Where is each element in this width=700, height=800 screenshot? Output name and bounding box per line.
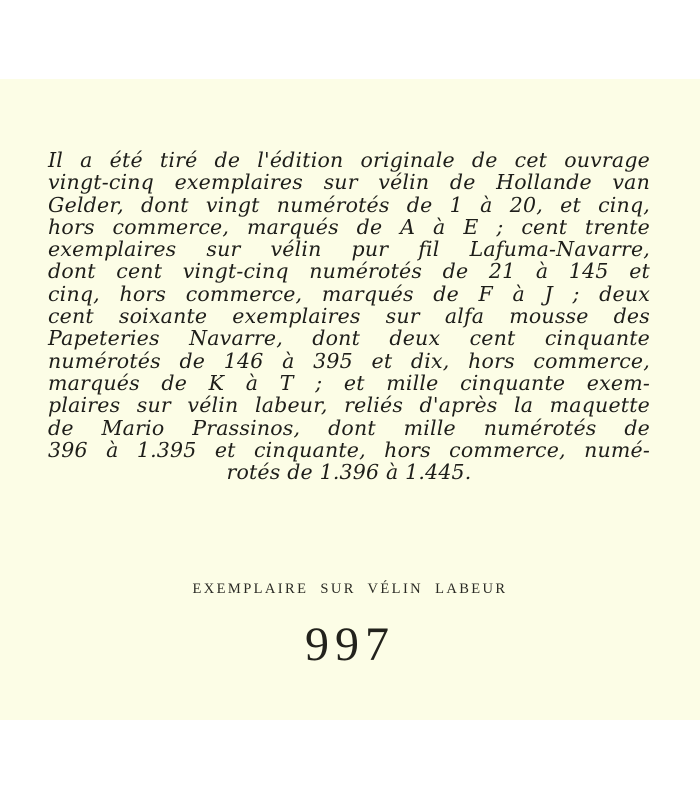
text-line: vingt-cinq exemplaires sur vélin de Hollande van: [48, 170, 650, 195]
text-line: Papeteries Navarre, dont deux cent cinquante: [48, 326, 650, 351]
text-line: cent soixante exemplaires sur alfa mousse des: [48, 304, 650, 329]
text-line: plaires sur vélin labeur, reliés d'après la maquette: [48, 393, 650, 418]
text-line: hors commerce, marqués de A à E ; cent trente: [48, 214, 650, 239]
text-line: exemplaires sur vélin pur fil Lafuma-Navarre,: [48, 237, 650, 262]
text-line: dont cent vingt-cinq numérotés de 21 à 145 et: [48, 259, 650, 284]
text-line: de Mario Prassinos, dont mille numérotés de: [48, 415, 650, 440]
text-line: cinq, hors commerce, marqués de F à J ; deux: [48, 281, 650, 306]
text-line: 396 à 1.395 et cinquante, hors commerce, numé-: [48, 437, 650, 462]
book-page: [0, 79, 700, 720]
text-line: numérotés de 146 à 395 et dix, hors commerce,: [48, 348, 650, 373]
text-line: Gelder, dont vingt numérotés de 1 à 20, et cinq,: [48, 192, 650, 217]
text-line: marqués de K à T ; et mille cinquante exem-: [48, 370, 650, 395]
text-line: rotés de 1.396 à 1.445.: [226, 460, 472, 485]
copy-number: 997: [305, 618, 395, 671]
justification-du-tirage-text: [48, 149, 650, 483]
copy-edition-label: EXEMPLAIRE SUR VÉLIN LABEUR: [192, 581, 508, 597]
text-line: Il a été tiré de l'édition originale de cet ouvrage: [48, 148, 650, 172]
